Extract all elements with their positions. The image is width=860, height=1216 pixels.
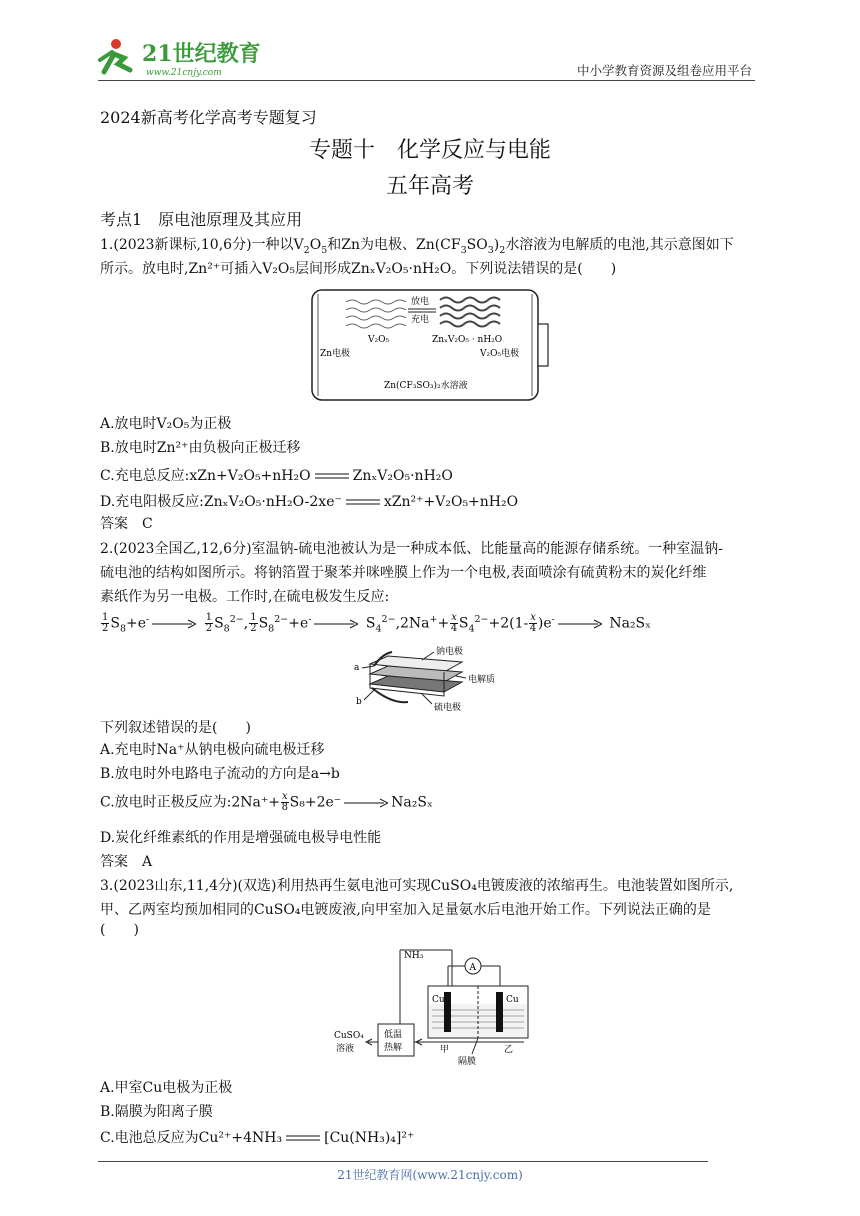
q1-option-a: A.放电时V₂O₅为正极: [100, 416, 232, 432]
cu-left-label: Cu: [432, 995, 445, 1005]
arrow-icon: [344, 798, 388, 808]
low-temp-label: 低温: [384, 1030, 403, 1040]
solution-label: 溶液: [336, 1044, 355, 1054]
cuso4-label: CuSO₄: [334, 1031, 364, 1041]
footer-link[interactable]: 21世纪教育网(www.21cnjy.com): [337, 1168, 523, 1182]
q2-stem-line1: 2.(2023全国乙,12,6分)室温钠-硫电池被认为是一种成本低、比能量高的能源存储系统。一种室温钠-: [100, 541, 723, 557]
terminal-a-label: a: [354, 663, 360, 673]
header-divider: [98, 80, 755, 81]
q1-option-c: C.充电总反应:xZn+V₂O₅+nH₂O ZnₓV₂O₅·nH₂O: [100, 468, 453, 484]
q1-answer: 答案 C: [100, 516, 153, 532]
q2-option-c: C.放电时正极反应为:2Na⁺+ $\frac{x}{8}$ S₈+2e⁻ Na₂Sₓ: [100, 791, 433, 813]
logo-url: www.21cnjy.com: [146, 68, 222, 78]
logo-text: 21世纪教育: [142, 41, 261, 67]
ammeter-label: A: [469, 963, 476, 973]
s-electrode-label: 硫电极: [434, 703, 462, 713]
nh3-label: NH₃: [404, 951, 424, 961]
v2o5-electrode-label: V₂O₅电极: [480, 349, 520, 359]
q2-option-a: A.充电时Na⁺从钠电极向硫电极迁移: [100, 742, 325, 758]
q2-stem-line3: 素纸作为另一电极。工作时,在硫电极发生反应:: [100, 589, 390, 605]
q3-stem-line1: 3.(2023山东,11,4分)(双选)利用热再生氨电池可实现CuSO₄电镀废液的浓缩再生。电池装置如图所示,: [100, 878, 734, 894]
q3-option-b: B.隔膜为阳离子膜: [100, 1104, 213, 1120]
zn-electrode-label: Zn电极: [320, 349, 351, 359]
arrow-icon: [558, 619, 602, 629]
equals-sign: [346, 498, 380, 506]
site-logo: [94, 34, 264, 80]
q2-option-d: D.炭化纤维素纸的作用是增强硫电极导电性能: [100, 830, 382, 846]
section-heading: 考点1 原电池原理及其应用: [100, 210, 303, 229]
q2-stem-line2: 硫电池的结构如图所示。将钠箔置于聚苯并咪唑膜上作为一个电极,表面喷涂有硫黄粉末的炭化纤维: [100, 565, 707, 581]
equals-sign: [286, 1134, 320, 1142]
membrane-label: 隔膜: [458, 1057, 477, 1067]
charge-label: 充电: [411, 315, 430, 325]
q1-stem-line1: 1.(2023新课标,10,6分)一种以$V_2O_5$和Zn为电极、$Zn(CF_3SO_3)_2$水溶液为电解质的电池,其示意图如下: [100, 237, 734, 256]
thermal-label: 热解: [384, 1043, 403, 1053]
arrow-icon: [314, 619, 358, 629]
chamber-jia-label: 甲: [440, 1045, 450, 1055]
q1-option-b: B.放电时Zn²⁺由负极向正极迁移: [100, 440, 301, 456]
q2-reaction-equation: $\frac{1}{2}$ $S_8+e^-$ $\frac{1}{2}$ $S_8^{2-}$, $\frac{1}{2}$ $S_8^{2-}+e^-$ $S_4^{2-},2Na^++$ $\frac{x}{4}$ $S_4^{2-}+2(1-$ $\frac{x}{4}$ )e- Na₂Sₓ: [102, 612, 652, 635]
na-electrode-label: 钠电极: [436, 647, 464, 657]
q2-question: 下列叙述错误的是( ): [100, 720, 251, 736]
product-label: ZnₓV₂O₅ · nH₂O: [432, 335, 503, 345]
chamber-yi-label: 乙: [504, 1045, 514, 1055]
platform-label: 中小学教育资源及组卷应用平台: [576, 63, 752, 78]
footer-divider: [98, 1161, 708, 1162]
terminal-b-label: b: [356, 697, 362, 707]
q3-option-a: A.甲室Cu电极为正极: [100, 1080, 233, 1096]
q2-option-b: B.放电时外电路电子流动的方向是a→b: [100, 766, 340, 782]
equals-sign: [315, 472, 349, 480]
q3-stem-line3: ( ): [100, 922, 139, 938]
discharge-label: 放电: [411, 297, 430, 307]
electrolyte-label: Zn(CF₃SO₃)₂水溶液: [384, 381, 468, 391]
arrow-icon: [152, 619, 196, 629]
q2-answer: 答案 A: [100, 854, 153, 870]
electrolyte-label: 电解质: [468, 675, 496, 685]
q3-cell-figure: [332, 942, 544, 1068]
q3-stem-line2: 甲、乙两室均预加相同的CuSO₄电镀废液,向甲室加入足量氨水后电池开始工作。下列说法正确的是: [100, 902, 711, 918]
doc-series: 2024新高考化学高考专题复习: [100, 108, 317, 127]
v2o5-label: V₂O₅: [368, 335, 390, 345]
doc-subtitle: 五年高考: [385, 174, 474, 199]
q1-battery-figure: [308, 286, 554, 404]
doc-title: 专题十 化学反应与电能: [308, 138, 551, 163]
q2-battery-figure: [352, 644, 522, 716]
cu-right-label: Cu: [506, 995, 519, 1005]
q1-stem-line2: 所示。放电时,Zn²⁺可插入V₂O₅层间形成ZnₓV₂O₅·nH₂O。下列说法错误的是( ): [100, 261, 617, 277]
q3-option-c: C.电池总反应为Cu²⁺+4NH₃ [Cu(NH₃)₄]²⁺: [100, 1130, 415, 1146]
q1-option-d: D.充电阳极反应:ZnₓV₂O₅·nH₂O-2xe⁻ xZn²⁺+V₂O₅+nH₂O: [100, 494, 519, 510]
